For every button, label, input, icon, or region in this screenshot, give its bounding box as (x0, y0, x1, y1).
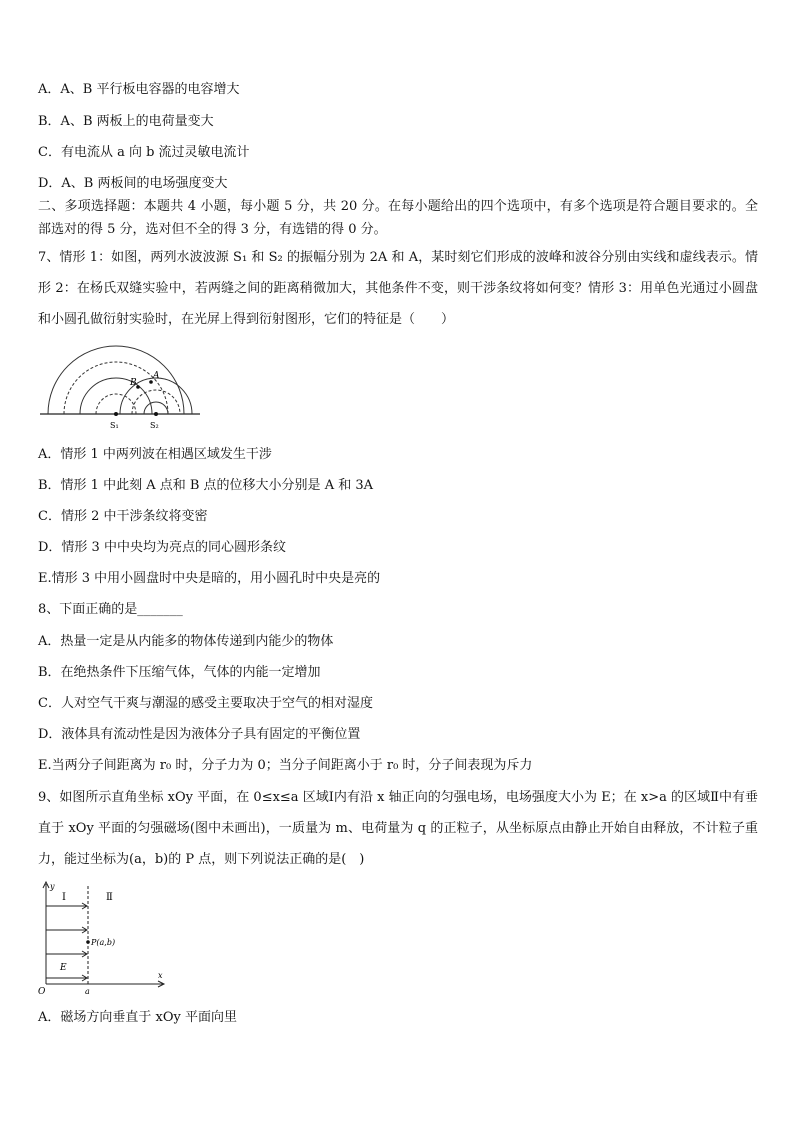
section-2-heading: 二、多项选择题：本题共 4 小题，每小题 5 分，共 20 分。在每小题给出的四个选项中，有多个选项是符合题目要求的。全部选对的得 5 分，选对但不全的得 3 分，有选错的得 0 分。 (38, 199, 758, 237)
s1-wave-trough-inner (96, 394, 136, 414)
label-region-2: Ⅱ (106, 892, 113, 903)
q6-option-a: A．A、B 平行板电容器的电容增大 (38, 82, 240, 97)
q8-stem: 8、下面正确的是_______ (38, 602, 183, 617)
label-s2: S₂ (150, 421, 159, 430)
label-region-1: Ⅰ (62, 892, 66, 903)
q9-stem: 9、如图所示直角坐标 xOy 平面，在 0≤x≤a 区域Ⅰ内有沿 x 轴正向的匀强电场，电场强度大小为 E；在 x>a 的区域Ⅱ中有垂直于 xOy 平面的匀强磁场(图中未画出)，一质量为 m、电荷量为 q 的正粒子，从坐标原点由静止开始自由释放，不计粒子重力，能过坐标为(a，b)的 P 点，则下列说法正确的是( ) (38, 790, 758, 867)
q9-option-a: A．磁场方向垂直于 xOy 平面向里 (38, 1010, 237, 1025)
label-y: y (50, 882, 55, 891)
q6-option-b: B．A、B 两板上的电荷量变大 (38, 114, 214, 129)
coordinate-field-figure (36, 880, 171, 1000)
q8-option-a: A．热量一定是从内能多的物体传递到内能少的物体 (38, 634, 334, 649)
label-b: B (130, 378, 137, 388)
q7-stem: 7、情形 1：如图，两列水波波源 S₁ 和 S₂ 的振幅分别为 2A 和 A，某时刻它们形成的波峰和波谷分别由实线和虚线表示。情形 2：在杨氏双缝实验中，若两缝之间的距离稍微加大，其他条件不变，则干涉条纹将如何变？情形 3：用单色光通过小圆盘和小圆孔做衍射实验时，在光屏上得到衍射图形，它们的特征是（ ） (38, 250, 758, 327)
q8-option-b: B．在绝热条件下压缩气体，气体的内能一定增加 (38, 665, 321, 680)
q6-option-c: C．有电流从 a 向 b 流过灵敏电流计 (38, 145, 250, 160)
label-p: P(a,b) (91, 938, 116, 947)
s1-point (114, 412, 118, 416)
wave-interference-figure (38, 340, 208, 435)
s1-wave-crest-outer (48, 346, 184, 414)
s1-wave-trough (64, 362, 168, 414)
label-s1: S₁ (110, 421, 119, 430)
label-e: E (60, 963, 67, 973)
s1-wave-crest-mid (80, 378, 152, 414)
q8-option-e: E.当两分子间距离为 r₀ 时，分子力为 0；当分子间距离小于 r₀ 时，分子间表现为斥力 (38, 758, 533, 773)
q7-option-e: E.情形 3 中用小圆盘时中央是暗的，用小圆孔时中央是亮的 (38, 571, 381, 586)
q7-option-c: C．情形 2 中干涉条纹将变密 (38, 509, 208, 524)
point-p (86, 940, 90, 944)
q7-option-d: D．情形 3 中中央均为亮点的同心圆形条纹 (38, 540, 286, 555)
s2-point (154, 412, 158, 416)
label-origin: O (38, 987, 46, 997)
q8-option-d: D．液体具有流动性是因为液体分子具有固定的平衡位置 (38, 727, 361, 742)
label-a: A (153, 371, 160, 381)
q6-option-d: D．A、B 两板间的电场强度变大 (38, 176, 228, 191)
label-a: a (85, 987, 90, 996)
q8-option-c: C．人对空气干爽与潮湿的感受主要取决于空气的相对湿度 (38, 696, 373, 711)
label-x: x (158, 971, 163, 980)
q7-option-a: A．情形 1 中两列波在相遇区域发生干涉 (38, 447, 272, 462)
q7-option-b: B．情形 1 中此刻 A 点和 B 点的位移大小分别是 A 和 3A (38, 478, 374, 493)
point-b (136, 385, 140, 389)
